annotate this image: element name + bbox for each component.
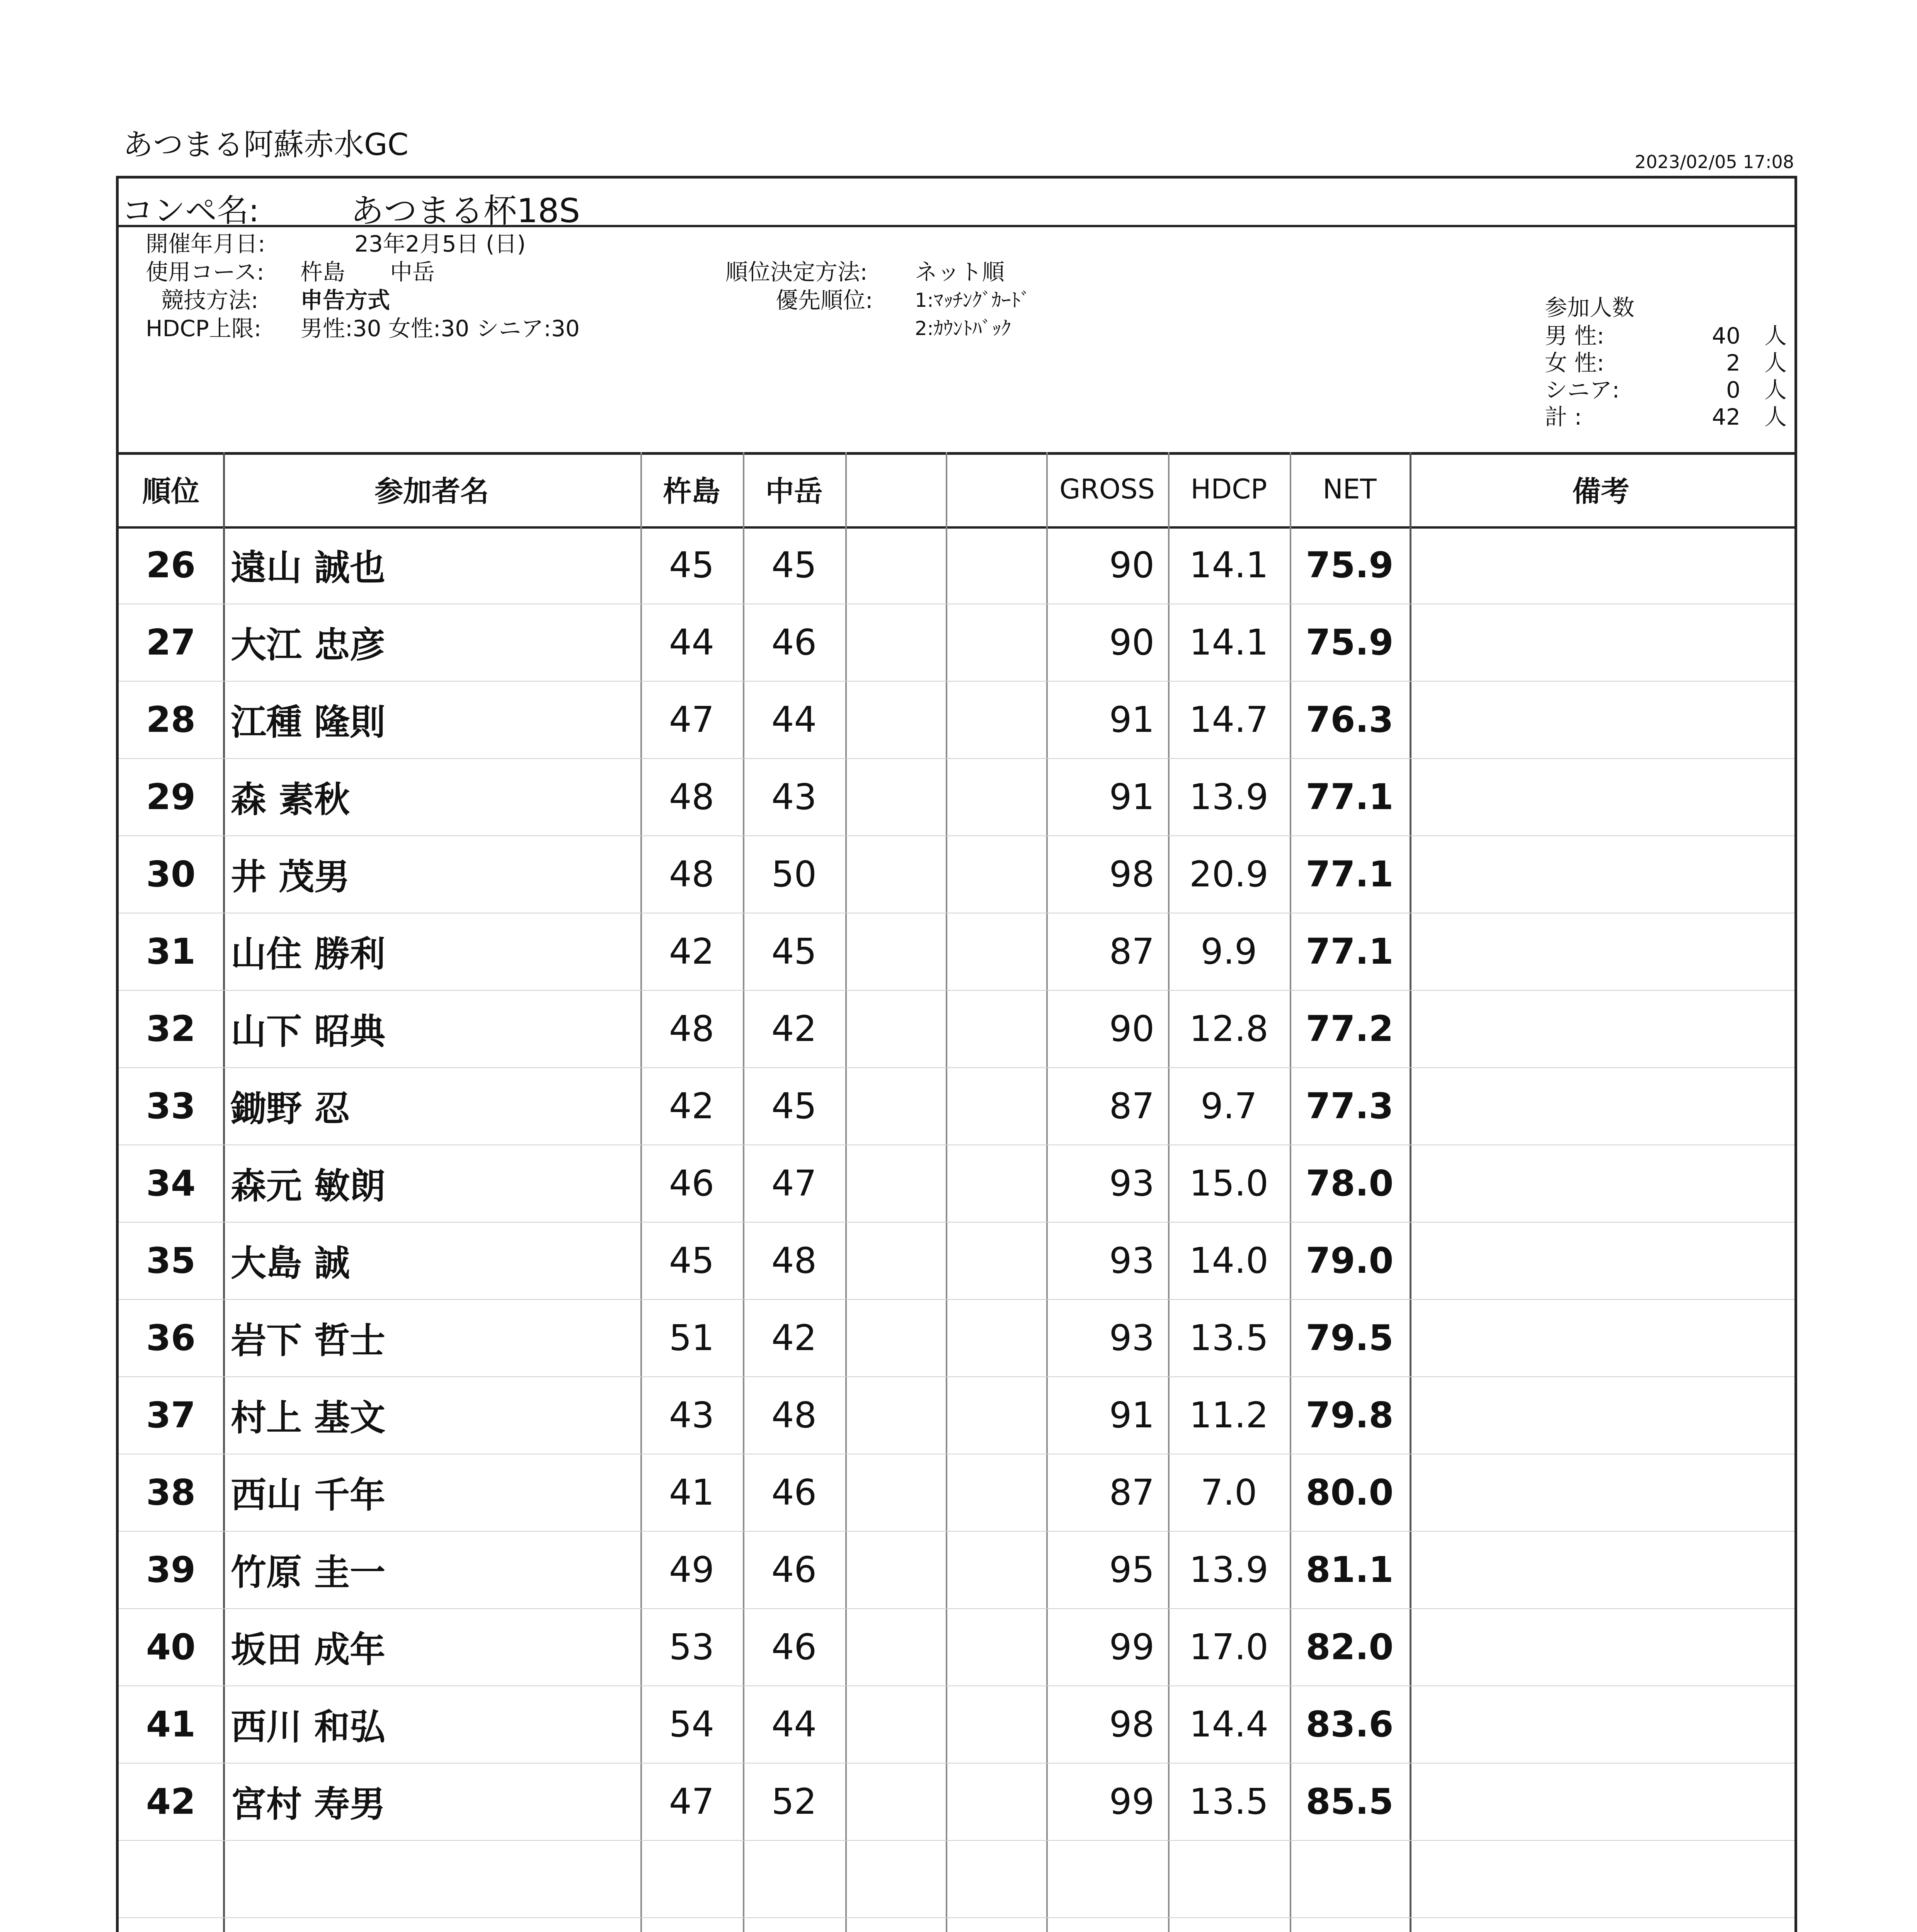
player-name: 村上 基文	[231, 1397, 386, 1439]
hdcp-value: 13.5	[1189, 1781, 1268, 1822]
participant-count-unit: 人	[1764, 404, 1787, 430]
course1-score: 49	[669, 1549, 715, 1590]
rank-cell: 30	[146, 853, 196, 895]
course1-score: 47	[669, 699, 715, 740]
participant-count-label: 男 性:	[1545, 323, 1604, 349]
hdcp-value: 13.9	[1189, 1549, 1268, 1590]
player-name: 大江 忠彦	[231, 624, 386, 666]
participant-count-value: 0	[1726, 377, 1740, 403]
player-name: 鋤野 忍	[231, 1088, 350, 1129]
date-value: 23年2月5日 (日)	[354, 231, 526, 257]
net-score: 77.1	[1306, 853, 1394, 895]
column-header-name: 参加者名	[375, 475, 489, 508]
row-divider	[119, 1917, 1794, 1918]
column-divider	[1410, 452, 1411, 1932]
net-score: 78.0	[1306, 1162, 1394, 1204]
method-label: 競技方法:	[161, 287, 259, 313]
player-name: 大島 誠	[231, 1243, 350, 1284]
course-label: 使用コース:	[146, 259, 264, 285]
course2-score: 46	[771, 1549, 817, 1590]
club-name: あつまる阿蘇赤水GC	[123, 128, 409, 162]
course2-score: 44	[771, 699, 817, 740]
participant-count-value: 42	[1712, 404, 1740, 430]
hdcp-value: 14.7	[1189, 699, 1268, 740]
gross-score: 87	[1109, 1471, 1154, 1513]
rank-cell: 41	[146, 1703, 196, 1745]
net-score: 80.0	[1306, 1471, 1394, 1513]
gross-score: 90	[1109, 544, 1154, 586]
player-name: 遠山 誠也	[231, 547, 386, 588]
hdcp-value: 13.5	[1189, 1317, 1268, 1359]
gross-score: 91	[1109, 776, 1154, 818]
net-score: 75.9	[1306, 544, 1394, 586]
gross-score: 98	[1109, 853, 1154, 895]
course1-score: 45	[669, 544, 715, 586]
divider	[119, 225, 1794, 227]
net-score: 83.6	[1306, 1703, 1394, 1745]
net-score: 81.1	[1306, 1549, 1394, 1590]
player-name: 山住 勝利	[231, 934, 386, 975]
participant-count-unit: 人	[1764, 323, 1787, 349]
hdcp-value: 9.7	[1200, 1085, 1257, 1127]
priority-label: 優先順位:	[776, 287, 873, 313]
course2-score: 42	[771, 1317, 817, 1359]
column-header-course1: 杵島	[663, 475, 720, 508]
column-header-rank: 順位	[142, 475, 199, 508]
rank-cell: 34	[146, 1162, 196, 1204]
hdcp-limit-label: HDCP上限:	[146, 315, 262, 342]
column-divider	[223, 452, 225, 1932]
hdcp-value: 20.9	[1189, 853, 1268, 895]
player-name: 江種 隆則	[231, 702, 386, 743]
participant-count-label: 計 :	[1545, 404, 1582, 430]
player-name: 岩下 哲士	[231, 1320, 386, 1361]
player-name: 森 素秋	[231, 779, 350, 820]
hdcp-value: 15.0	[1189, 1162, 1268, 1204]
participant-count-unit: 人	[1764, 350, 1787, 376]
net-score: 82.0	[1306, 1626, 1394, 1668]
course2-score: 46	[771, 1626, 817, 1668]
course2-score: 44	[771, 1703, 817, 1745]
course1-score: 41	[669, 1471, 715, 1513]
course1-score: 42	[669, 1085, 715, 1127]
participants-title: 参加人数	[1545, 294, 1635, 321]
gross-score: 91	[1109, 699, 1154, 740]
priority-2: 2:ｶｳﾝﾄﾊﾞｯｸ	[915, 317, 1011, 340]
column-header-remarks: 備考	[1572, 475, 1629, 508]
net-score: 79.8	[1306, 1394, 1394, 1436]
net-score: 79.5	[1306, 1317, 1394, 1359]
course1-score: 51	[669, 1317, 715, 1359]
course1-score: 43	[669, 1394, 715, 1436]
printed-timestamp: 2023/02/05 17:08	[1634, 151, 1794, 172]
hdcp-value: 9.9	[1200, 930, 1257, 972]
rank-cell: 35	[146, 1240, 196, 1281]
course1-score: 53	[669, 1626, 715, 1668]
player-name: 坂田 成年	[231, 1629, 386, 1670]
course1-score: 42	[669, 930, 715, 972]
hdcp-value: 14.1	[1189, 621, 1268, 663]
player-name: 西川 和弘	[231, 1706, 386, 1748]
participant-count-value: 40	[1712, 323, 1740, 349]
rank-cell: 26	[146, 544, 196, 586]
gross-score: 99	[1109, 1626, 1154, 1668]
net-score: 77.1	[1306, 930, 1394, 972]
column-header-net: NET	[1323, 473, 1377, 505]
rank-cell: 37	[146, 1394, 196, 1436]
gross-score: 99	[1109, 1781, 1154, 1822]
course1-score: 47	[669, 1781, 715, 1822]
player-name: 宮村 寿男	[231, 1784, 386, 1825]
course1-score: 48	[669, 853, 715, 895]
rank-cell: 36	[146, 1317, 196, 1359]
course1-score: 44	[669, 621, 715, 663]
hdcp-value: 7.0	[1200, 1471, 1257, 1513]
column-divider	[845, 452, 847, 1932]
course2-score: 46	[771, 621, 817, 663]
course2-score: 48	[771, 1394, 817, 1436]
gross-score: 95	[1109, 1549, 1154, 1590]
rank-cell: 28	[146, 699, 196, 740]
date-label: 開催年月日:	[146, 231, 266, 257]
course1-score: 54	[669, 1703, 715, 1745]
course2-score: 48	[771, 1240, 817, 1281]
hdcp-limit-value: 男性:30 女性:30 シニア:30	[300, 315, 580, 342]
participant-count-value: 2	[1726, 350, 1740, 376]
hdcp-value: 17.0	[1189, 1626, 1268, 1668]
participant-count-unit: 人	[1764, 377, 1787, 403]
method-value: 申告方式	[300, 287, 390, 313]
gross-score: 90	[1109, 1008, 1154, 1049]
rank-cell: 32	[146, 1008, 196, 1049]
rank-cell: 29	[146, 776, 196, 818]
course2-score: 46	[771, 1471, 817, 1513]
player-name: 竹原 圭一	[231, 1552, 386, 1593]
net-score: 85.5	[1306, 1781, 1394, 1822]
competition-name: あつまる杯18S	[351, 192, 581, 230]
gross-score: 91	[1109, 1394, 1154, 1436]
course1-score: 45	[669, 1240, 715, 1281]
player-name: 森元 敏朗	[231, 1165, 386, 1207]
column-divider	[946, 452, 947, 1932]
results-sheet	[116, 176, 1797, 1932]
player-name: 井 茂男	[231, 856, 350, 898]
course2-score: 47	[771, 1162, 817, 1204]
hdcp-value: 14.4	[1189, 1703, 1268, 1745]
player-name: 山下 昭典	[231, 1011, 386, 1052]
rank-cell: 31	[146, 930, 196, 972]
gross-score: 93	[1109, 1317, 1154, 1359]
course2-score: 45	[771, 930, 817, 972]
ranking-method-label: 順位決定方法:	[725, 259, 868, 285]
hdcp-value: 13.9	[1189, 776, 1268, 818]
course1-score: 48	[669, 1008, 715, 1049]
rank-cell: 42	[146, 1781, 196, 1822]
column-header-gross: GROSS	[1059, 473, 1155, 505]
course2-score: 52	[771, 1781, 817, 1822]
net-score: 77.1	[1306, 776, 1394, 818]
hdcp-value: 11.2	[1189, 1394, 1268, 1436]
rank-cell: 39	[146, 1549, 196, 1590]
gross-score: 93	[1109, 1162, 1154, 1204]
course2-score: 45	[771, 1085, 817, 1127]
course1-score: 48	[669, 776, 715, 818]
course2-score: 42	[771, 1008, 817, 1049]
row-divider	[119, 1840, 1794, 1841]
gross-score: 87	[1109, 930, 1154, 972]
course1-score: 46	[669, 1162, 715, 1204]
course2-score: 50	[771, 853, 817, 895]
net-score: 75.9	[1306, 621, 1394, 663]
net-score: 77.2	[1306, 1008, 1394, 1049]
course-value: 杵島 中岳	[300, 259, 435, 285]
priority-1: 1:ﾏｯﾁﾝｸﾞｶｰﾄﾞ	[915, 289, 1030, 311]
column-header-course2: 中岳	[765, 475, 823, 508]
competition-label: コンペ名:	[122, 192, 259, 229]
course2-score: 45	[771, 544, 817, 586]
participant-count-label: 女 性:	[1545, 350, 1604, 376]
player-name: 西山 千年	[231, 1475, 386, 1516]
hdcp-value: 14.0	[1189, 1240, 1268, 1281]
rank-cell: 40	[146, 1626, 196, 1668]
net-score: 79.0	[1306, 1240, 1394, 1281]
gross-score: 87	[1109, 1085, 1154, 1127]
gross-score: 98	[1109, 1703, 1154, 1745]
hdcp-value: 14.1	[1189, 544, 1268, 586]
net-score: 76.3	[1306, 699, 1394, 740]
hdcp-value: 12.8	[1189, 1008, 1268, 1049]
gross-score: 90	[1109, 621, 1154, 663]
rank-cell: 38	[146, 1471, 196, 1513]
course2-score: 43	[771, 776, 817, 818]
ranking-method-value: ネット順	[915, 259, 1005, 285]
gross-score: 93	[1109, 1240, 1154, 1281]
participant-count-label: シニア:	[1545, 377, 1620, 403]
rank-cell: 33	[146, 1085, 196, 1127]
net-score: 77.3	[1306, 1085, 1394, 1127]
column-header-hdcp: HDCP	[1190, 473, 1267, 505]
rank-cell: 27	[146, 621, 196, 663]
